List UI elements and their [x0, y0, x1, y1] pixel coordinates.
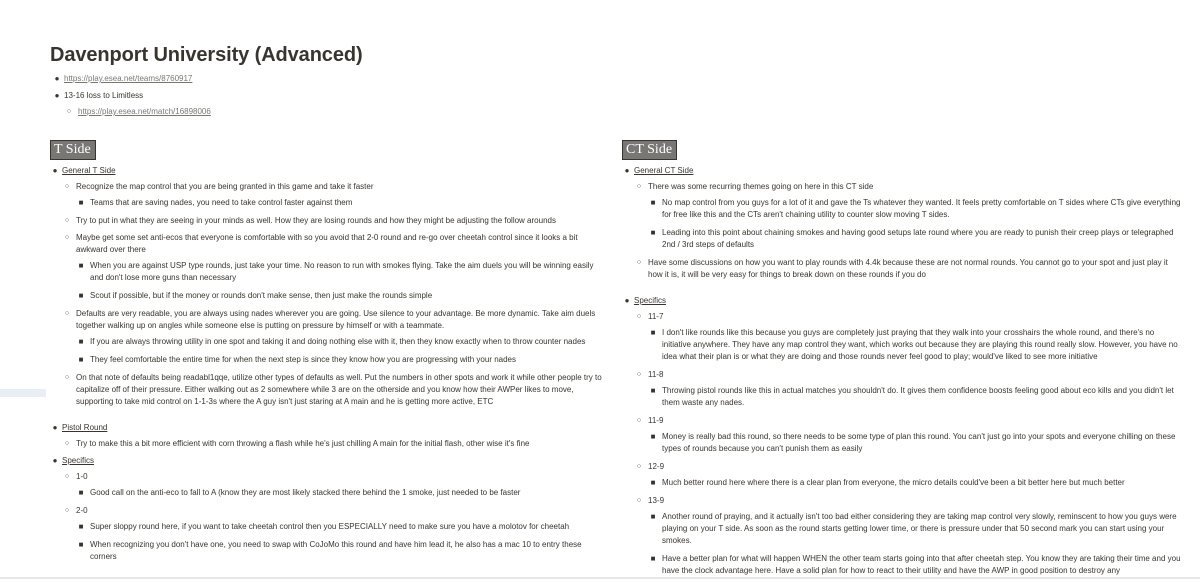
- circle-bullet-icon: ○: [636, 371, 642, 378]
- round-score: 11-7: [648, 312, 664, 321]
- list-item: [634, 311, 1182, 363]
- note-text: Have a better plan for what will happen WHEN the other team starts going into that after cheetah step. You know they are taking their time and you have the clock advantage here. Have a solid plan for how to react to their utility and have the AWP in good position to destroy any: [662, 554, 1181, 575]
- list-item: [52, 73, 572, 85]
- note-text: Recognize the map control that you are being granted in this game and take it faster: [76, 182, 374, 191]
- list-item: [622, 295, 1182, 577]
- list-item: [76, 354, 602, 366]
- ct-specifics-label[interactable]: Specifics: [634, 296, 667, 305]
- square-bullet-icon: ■: [78, 355, 84, 364]
- note-text: Defaults are very readable, you are always using nades wherever you are going. Use silence to your advantage. Be more dynamic. Take aim duels together walking up on angles while someone else is putting on pressure by himself or with a teammate.: [76, 309, 596, 330]
- circle-bullet-icon: ○: [64, 374, 70, 381]
- list-item: [76, 197, 602, 209]
- list-item: [76, 487, 602, 499]
- square-bullet-icon: ■: [650, 198, 656, 207]
- general-t-side-label[interactable]: General T Side: [62, 166, 116, 175]
- t-specifics-label[interactable]: Specifics: [62, 456, 95, 465]
- round-score: 13-9: [648, 496, 665, 505]
- divider: [0, 577, 1200, 579]
- note-text: Money is really bad this round, so there needs to be some type of plan this round. You can't just go into your spots and everyone chilling on these types of rounds because you can't punish them as easily: [662, 432, 1176, 453]
- circle-bullet-icon: ○: [64, 183, 70, 190]
- list-item: [648, 553, 1182, 577]
- note-text: Try to make this a bit more efficient with corn throwing a flash while he's just chilling A main for the initial flash, other wise it's fine: [76, 439, 530, 448]
- note-text: Try to put in what they are seeing in your minds as well. How they are losing rounds and how they might be adjusting the follow arounds: [76, 216, 556, 225]
- round-score: 11-9: [648, 416, 664, 425]
- note-text: Good call on the anti-eco to fall to A (know they are most likely stacked there behind the 1 smoke, just needed to be faster: [90, 488, 521, 497]
- round-score: 12-9: [648, 462, 665, 471]
- note-text: On that note of defaults being readabl1qqe, utilize other types of defaults as well. Put the numbers in other spots and work it while other people try to capitalize off of their pressure. Either walking out as 2 somewhere while 3 are on the otherside and you know how their AWPer likes to move, supporting to take mid control on 1-1-3s where the A guy isn't just staring at A main and he is getting more active, ETC: [76, 373, 602, 406]
- bullet-icon: ●: [52, 456, 58, 465]
- list-item: [62, 181, 602, 209]
- note-text: Scout if possible, but if the money or rounds don't make sense, then just make the rounds simple: [90, 291, 433, 300]
- list-item: [648, 431, 1182, 455]
- list-item: [648, 511, 1182, 547]
- note-text: When you are against USP type rounds, just take your time. No reason to run with smokes flying. Take the aim duels you will be winning easily and don't lose more guns than necessary: [90, 261, 594, 282]
- list-item: [50, 165, 602, 408]
- circle-bullet-icon: ○: [64, 310, 70, 317]
- note-text: Super sloppy round here, if you want to take cheetah control then you ESPECIALLY need to make sure you have a molotov for cheetah: [90, 522, 570, 531]
- round-score: 11-8: [648, 370, 664, 379]
- square-bullet-icon: ■: [650, 512, 656, 521]
- square-bullet-icon: ■: [650, 228, 656, 237]
- note-text: Maybe get some set anti-ecos that everyone is comfortable with so you avoid that 2-0 round and re-go over cheetah control since it looks a bit awkward over there: [76, 233, 578, 254]
- match-links: [52, 73, 572, 123]
- circle-bullet-icon: ○: [64, 507, 70, 514]
- match-link[interactable]: https://play.esea.net/match/16898006: [78, 107, 211, 116]
- circle-bullet-icon: ○: [64, 234, 70, 241]
- note-text: They feel comfortable the entire time for when the next step is since they know how you are progressing with your nades: [90, 355, 516, 364]
- match-result: 13-16 loss to Limitless: [64, 91, 144, 100]
- round-score: 1-0: [76, 472, 88, 481]
- general-ct-side-label[interactable]: General CT Side: [634, 166, 694, 175]
- list-item: [634, 257, 1182, 281]
- bullet-icon: ●: [52, 423, 58, 432]
- note-text: When recognizing you don't have one, you need to swap with CoJoMo this round and have him lead it, he also has a mac 10 to entry these corners: [90, 540, 582, 561]
- circle-bullet-icon: ○: [636, 497, 642, 504]
- circle-bullet-icon: ○: [636, 183, 642, 190]
- bullet-icon: ●: [54, 74, 60, 83]
- list-item: [648, 385, 1182, 409]
- list-item: [76, 290, 602, 302]
- note-text: Another round of praying, and it actually isn't too bad either considering they are taking map control very slowly, reminscent to how you guys were playing on your T side. As soon as the round starts getting lower time, or there is pressure under that 50 second mark you can start using your smokes.: [662, 512, 1177, 545]
- note-text: Leading into this point about chaining smokes and having good setups late round where you are ready to punish their creep plays or telegraphed 2nd / 3rd steps of defaults: [662, 228, 1174, 249]
- note-text: Teams that are saving nades, you need to take control faster against them: [90, 198, 353, 207]
- list-item: [64, 106, 572, 118]
- list-item: [76, 539, 602, 563]
- note-text: If you are always throwing utility in one spot and taking it and doing nothing else with it, then they know exactly when to throw counter nades: [90, 337, 586, 346]
- note-text: There was some recurring themes going on here in this CT side: [648, 182, 874, 191]
- circle-bullet-icon: ○: [636, 259, 642, 266]
- square-bullet-icon: ■: [78, 261, 84, 270]
- list-item: [62, 438, 602, 450]
- list-item: [648, 327, 1182, 363]
- circle-bullet-icon: ○: [66, 108, 72, 115]
- list-item: [50, 422, 602, 450]
- bullet-icon: ●: [624, 166, 630, 175]
- note-text: Throwing pistol rounds like this in actual matches you shouldn't do. It gives them confidence boosts feeling good about eco kills and you didn't let them waste any nades.: [662, 386, 1174, 407]
- circle-bullet-icon: ○: [64, 440, 70, 447]
- t-side-heading: T Side: [50, 140, 96, 160]
- circle-bullet-icon: ○: [64, 217, 70, 224]
- list-item: [634, 369, 1182, 409]
- square-bullet-icon: ■: [650, 432, 656, 441]
- round-score: 2-0: [76, 506, 88, 515]
- circle-bullet-icon: ○: [636, 313, 642, 320]
- note-text: I don't like rounds like this because you guys are completely just praying that they walk into your crosshairs the whole round, and there's no initiative anywhere. They have any map control they want, which works out because they are playing this round really slow. However, you have no idea what their plan is or what they are doing and those rounds never feel good to play; would've liked to see more initiative: [662, 328, 1178, 361]
- list-item: [648, 477, 1182, 489]
- t-side-column: [50, 140, 602, 569]
- square-bullet-icon: ■: [650, 386, 656, 395]
- list-item: [634, 461, 1182, 489]
- square-bullet-icon: ■: [78, 540, 84, 549]
- list-item: [634, 495, 1182, 577]
- circle-bullet-icon: ○: [636, 463, 642, 470]
- list-item: [622, 165, 1182, 281]
- list-item: [52, 90, 572, 118]
- list-item: [76, 336, 602, 348]
- square-bullet-icon: ■: [650, 478, 656, 487]
- list-item: [648, 227, 1182, 251]
- list-item: [62, 308, 602, 366]
- pistol-round-label[interactable]: Pistol Round: [62, 423, 108, 432]
- list-item: [76, 521, 602, 533]
- list-item: [62, 471, 602, 499]
- square-bullet-icon: ■: [78, 522, 84, 531]
- circle-bullet-icon: ○: [64, 473, 70, 480]
- list-item: [50, 455, 602, 563]
- team-link[interactable]: https://play.esea.net/teams/8760917: [64, 74, 193, 83]
- list-item: [62, 215, 602, 227]
- list-item: [648, 197, 1182, 221]
- square-bullet-icon: ■: [650, 554, 656, 563]
- list-item: [62, 372, 602, 408]
- circle-bullet-icon: ○: [636, 417, 642, 424]
- bullet-icon: ●: [624, 296, 630, 305]
- list-item: [62, 232, 602, 302]
- note-text: Much better round here where there is a clear plan from everyone, the micro details could've been a bit better here but much better: [662, 478, 1125, 487]
- list-item: [62, 505, 602, 563]
- ct-side-heading: CT Side: [622, 140, 677, 160]
- bullet-icon: ●: [52, 166, 58, 175]
- page-title: Davenport University (Advanced): [50, 44, 363, 66]
- list-item: [76, 260, 602, 284]
- note-text: Have some discussions on how you want to play rounds with 4.4k because these are not normal rounds. You cannot go to your spot and just play it how it is, it will be very easy for things to break down on these rounds if you do: [648, 258, 1168, 279]
- note-text: No map control from you guys for a lot of it and gave the Ts whatever they wanted. It feels pretty comfortable on T sides where CTs give everything for free like this and the CTs aren't chaining utility to counter slow moving T sides.: [662, 198, 1181, 219]
- ct-side-column: [622, 140, 1182, 583]
- square-bullet-icon: ■: [78, 337, 84, 346]
- list-item: [634, 415, 1182, 455]
- square-bullet-icon: ■: [78, 198, 84, 207]
- square-bullet-icon: ■: [650, 328, 656, 337]
- square-bullet-icon: ■: [78, 488, 84, 497]
- square-bullet-icon: ■: [78, 291, 84, 300]
- block-drag-handle[interactable]: [0, 389, 46, 397]
- list-item: [634, 181, 1182, 251]
- bullet-icon: ●: [54, 91, 60, 100]
